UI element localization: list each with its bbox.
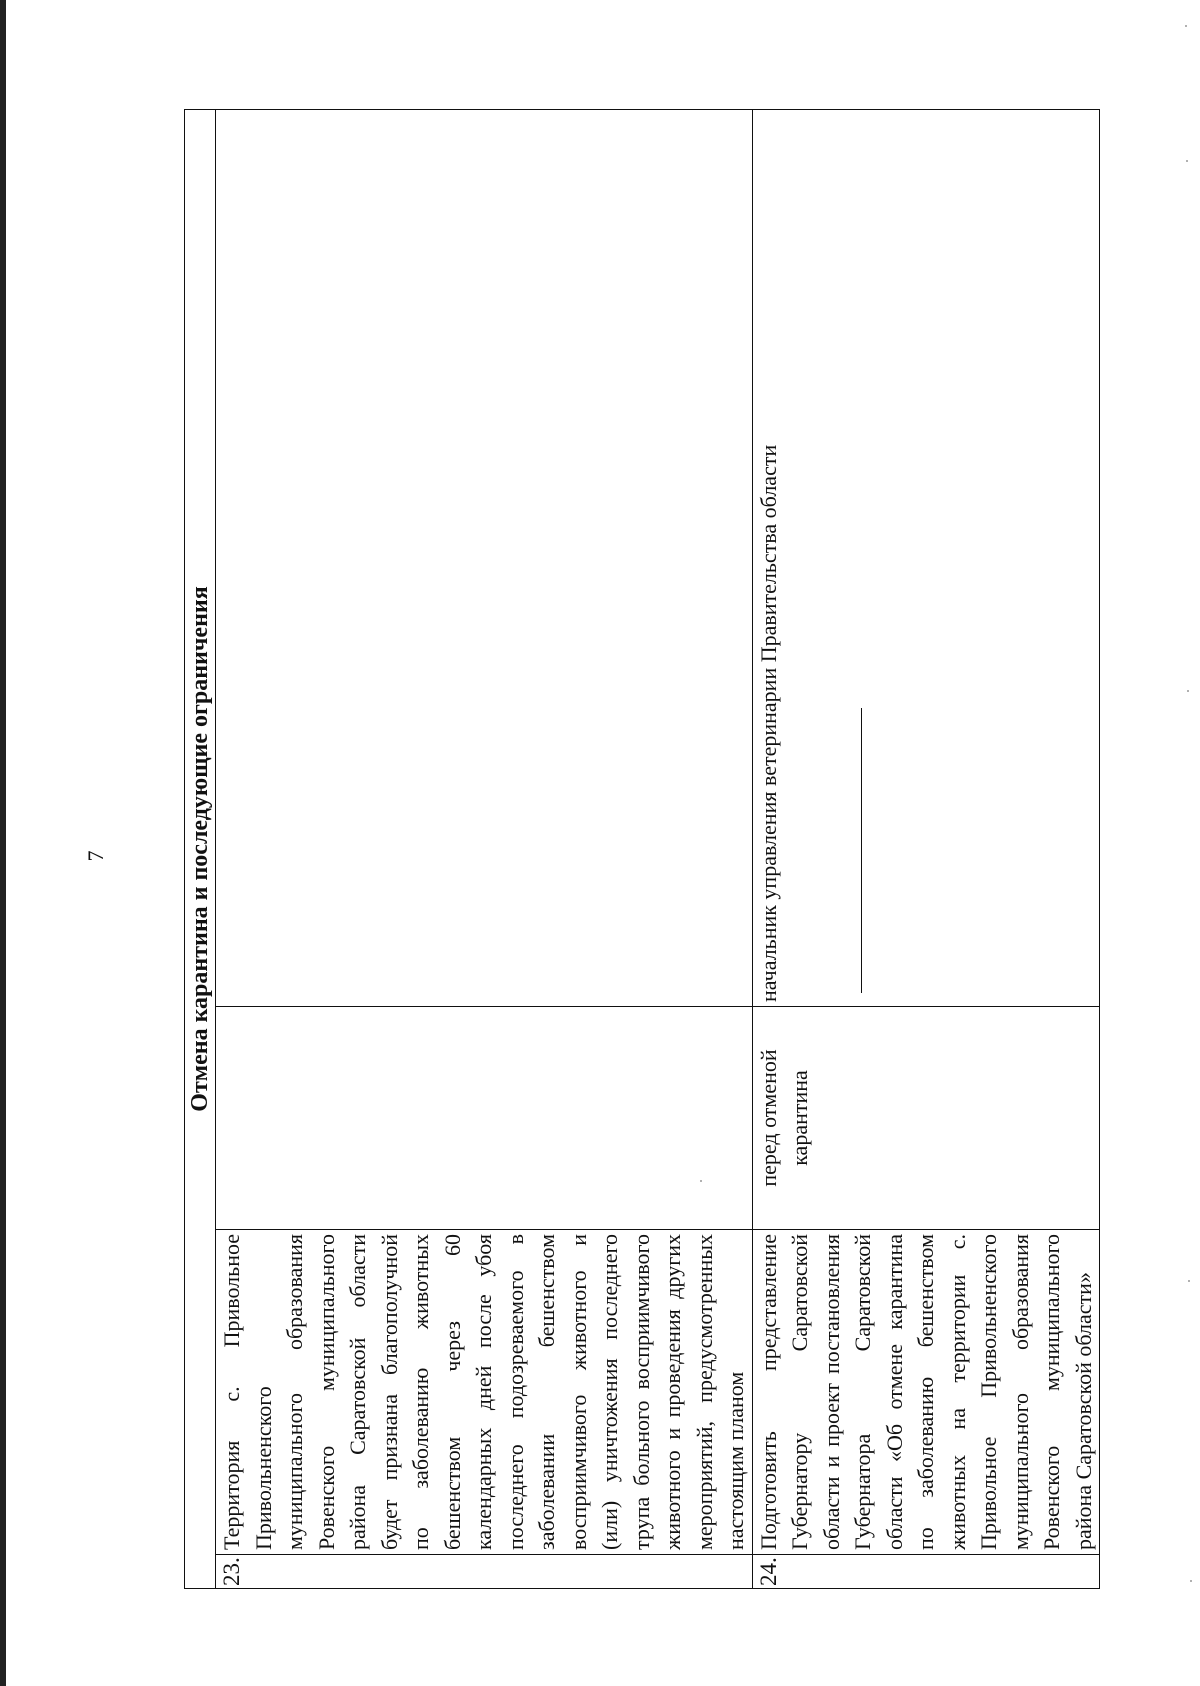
deadline-cell (216, 1007, 753, 1230)
action-cell: Подготовить представление Губернатору Саратовской области и проект постановления Губернатора Саратовской области «Об отмене карантина по заболеванию бешенством животных на территории с. Привольное Привольненского муниципального образования Ровенского муниципального района Саратовской области» (752, 1230, 1100, 1555)
rotated-table-wrapper (184, 110, 1096, 1589)
closing-rule (861, 708, 862, 993)
row-number: 23. (216, 1555, 753, 1589)
table-row (216, 110, 753, 1589)
row-number: 24. (752, 1555, 1100, 1589)
section-header-row (185, 110, 216, 1589)
deadline-cell: перед отменой карантина (752, 1007, 1100, 1230)
scan-speck (1185, 25, 1187, 27)
plan-table (184, 109, 1100, 1589)
scan-speck (1186, 160, 1188, 162)
scan-speck (1188, 1280, 1190, 1282)
action-cell: Территория с. Привольное Привольненского муниципального образования Ровенского муниципального района Саратовской области будет признана благополучной по заболеванию животных бешенством через 60 календарных дней после убоя последнего подозреваемого в заболевании бешенством восприимчивого животного и (или) уничтожения последнего трупа больного восприимчивого животного и проведения других мероприятий, предусмотренных настоящим планом (216, 1230, 753, 1555)
scan-speck (1190, 1580, 1192, 1582)
section-title: Отмена карантина и последующие ограничения (185, 110, 216, 1589)
page-number: 7 (83, 850, 108, 862)
scan-edge-shadow (0, 0, 6, 1686)
table-row (752, 110, 1100, 1589)
responsible-cell: начальник управления ветеринарии Правительства области (752, 110, 1100, 1007)
responsible-cell (216, 110, 753, 1007)
scan-speck (1187, 690, 1189, 692)
scan-speck (700, 1180, 702, 1182)
